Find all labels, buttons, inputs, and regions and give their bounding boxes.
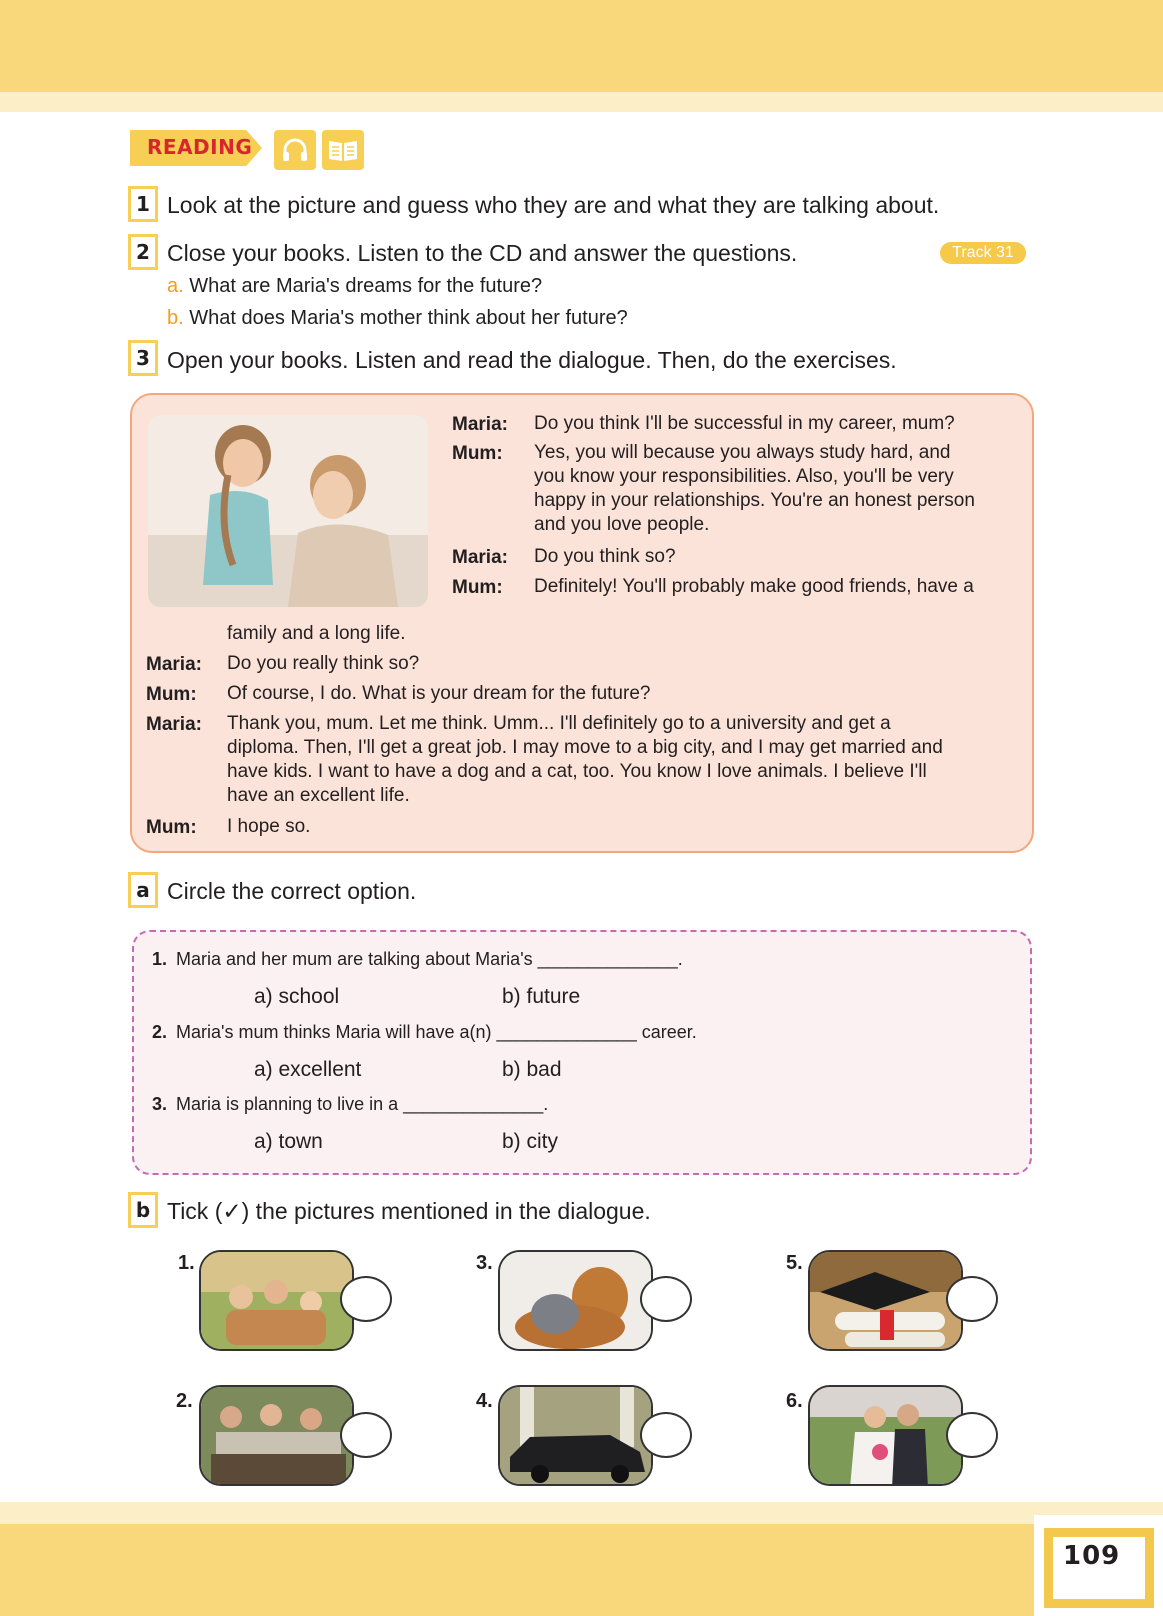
speaker-maria: Maria: [452, 414, 508, 435]
option-b[interactable]: b) city [502, 1130, 559, 1153]
tick-circle-3[interactable] [640, 1276, 692, 1322]
option-b[interactable]: b) future [502, 985, 581, 1008]
dialogue-line: diploma. Then, I'll get a great job. I may move to a big city, and I may get married and [227, 737, 943, 758]
top-band [0, 0, 1163, 92]
dialogue-line: Yes, you will because you always study hard, and [534, 442, 951, 463]
option-a[interactable]: a) school [254, 985, 340, 1008]
mother-daughter-photo [148, 415, 428, 607]
page-number: 109 [1044, 1528, 1154, 1608]
exercise-question: 1. Maria and her mum are talking about Maria's ______________. [152, 949, 683, 969]
task-2-text: Close your books. Listen to the CD and answer the questions. [167, 240, 798, 266]
dialogue-line: have an excellent life. [227, 785, 410, 806]
exercise-b-title: Tick (✓) the pictures mentioned in the dialogue. [167, 1198, 651, 1224]
exercise-question: 3. Maria is planning to live in a ______________. [152, 1094, 549, 1114]
dialogue-line: and you love people. [534, 514, 710, 535]
task-number-3: 3 [128, 340, 158, 376]
wedding-couple-image [808, 1385, 963, 1486]
dialogue-line: you know your responsibilities. Also, you'll be very [534, 466, 954, 487]
task-number-1: 1 [128, 186, 158, 222]
question-b: b. What does Maria's mother think about her future? [167, 307, 628, 329]
speaker-maria: Maria: [146, 714, 202, 735]
speaker-mum: Mum: [146, 684, 197, 705]
dialogue-line: Do you think so? [534, 546, 676, 567]
exercise-a-label: a [128, 872, 158, 908]
option-b[interactable]: b) bad [502, 1058, 562, 1081]
open-book-icon [322, 130, 364, 170]
dialogue-line: Do you think I'll be successful in my career, mum? [534, 413, 955, 434]
tick-circle-6[interactable] [946, 1412, 998, 1458]
speaker-mum: Mum: [452, 577, 503, 598]
dog-and-cat-image [498, 1250, 653, 1351]
section-label: READING [147, 135, 253, 159]
graduation-cap-diploma-image [808, 1250, 963, 1351]
picture-number: 6. [786, 1390, 803, 1412]
picture-number: 3. [476, 1252, 493, 1274]
speaker-mum: Mum: [452, 443, 503, 464]
car-image [498, 1385, 653, 1486]
picture-number: 5. [786, 1252, 803, 1274]
speaker-maria: Maria: [452, 547, 508, 568]
option-a[interactable]: a) town [254, 1130, 323, 1153]
top-strip [0, 92, 1163, 112]
task-number-2: 2 [128, 234, 158, 270]
picture-number: 2. [176, 1390, 193, 1412]
exercise-a-title: Circle the correct option. [167, 878, 417, 904]
picture-number: 1. [178, 1252, 195, 1274]
picture-number: 4. [476, 1390, 493, 1412]
tick-circle-2[interactable] [340, 1412, 392, 1458]
task-1-text: Look at the picture and guess who they are and what they are talking about. [167, 192, 940, 218]
dialogue-line: have kids. I want to have a dog and a cat, too. You know I love animals. I believe I'll [227, 761, 927, 782]
tick-circle-5[interactable] [946, 1276, 998, 1322]
dialogue-line: Definitely! You'll probably make good friends, have a [534, 576, 974, 597]
family-picnic-image [199, 1250, 354, 1351]
dialogue-line: Thank you, mum. Let me think. Umm... I'll definitely go to a university and get a [227, 713, 891, 734]
bottom-strip [0, 1502, 1163, 1524]
option-a[interactable]: a) excellent [254, 1058, 362, 1081]
speaker-maria: Maria: [146, 654, 202, 675]
exercise-b-label: b [128, 1192, 158, 1228]
dialogue-line: Do you really think so? [227, 653, 420, 674]
bottom-band [0, 1524, 1163, 1616]
headphones-icon [274, 130, 316, 170]
exercise-question: 2. Maria's mum thinks Maria will have a(n) ______________ career. [152, 1022, 697, 1042]
task-3-text: Open your books. Listen and read the dialogue. Then, do the exercises. [167, 347, 897, 373]
friends-at-table-image [199, 1385, 354, 1486]
speaker-mum: Mum: [146, 817, 197, 838]
dialogue-line: I hope so. [227, 816, 311, 837]
track-badge: Track 31 [940, 242, 1026, 264]
question-a: a. What are Maria's dreams for the future? [167, 275, 543, 297]
tick-circle-4[interactable] [640, 1412, 692, 1458]
dialogue-line: Of course, I do. What is your dream for the future? [227, 683, 651, 704]
tick-circle-1[interactable] [340, 1276, 392, 1322]
dialogue-line: happy in your relationships. You're an honest person [534, 490, 975, 511]
dialogue-line: family and a long life. [227, 623, 406, 644]
